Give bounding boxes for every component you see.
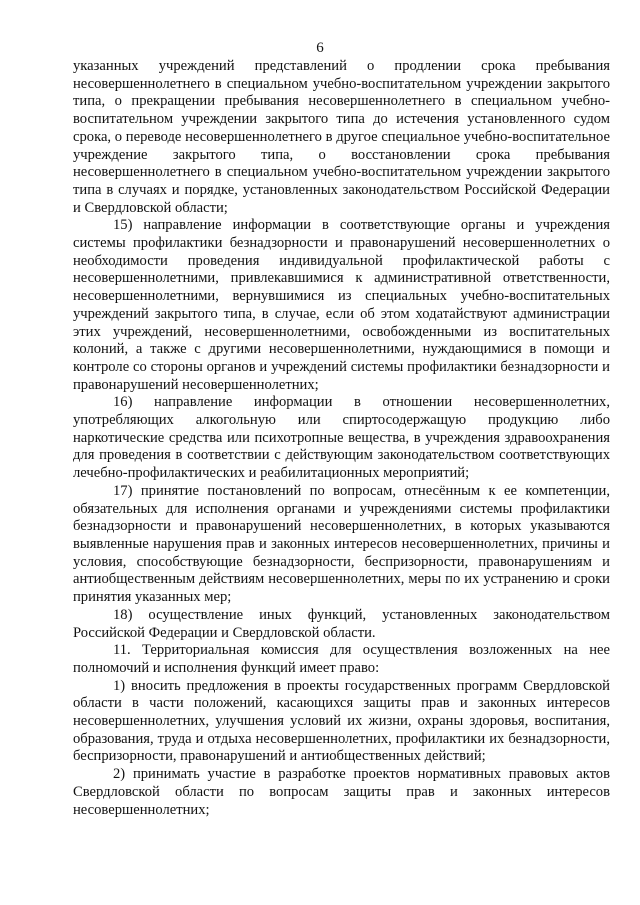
paragraph-right-2: 2) принимать участие в разработке проектов нормативных правовых актов Свердловской области по вопросам защиты прав и законных интересов несовершеннолетних; <box>73 766 610 818</box>
paragraph-item-16: 16) направление информации в отношении несовершеннолетних, употребляющих алкогольную или спиртосодержащую продукцию либо наркотические средства или психотропные вещества, в учреждения здравоохранения для проведения в соответствии с действующим законодательством соответствующих лечебно-профилактических и реабилитационных мероприятий; <box>73 394 610 482</box>
document-body <box>73 58 610 819</box>
paragraph-item-18: 18) осуществление иных функций, установленных законодательством Российской Федерации и Свердловской области. <box>73 606 610 641</box>
page-number: 6 <box>316 40 324 56</box>
paragraph-continuation: указанных учреждений представлений о продлении срока пребывания несовершеннолетнего в специальном учебно-воспитательном учреждении закрытого типа, о прекращении пребывания несовершеннолетнего в специальном учебно-воспитательном учреждении закрытого типа до истечения установленного судом срока, о переводе несовершеннолетнего в другое специальное учебно-воспитательное учреждение закрытого типа, о восстановлении срока пребывания несовершеннолетнего в специальном учебно-воспитательном учреждении закрытого типа в случаях и порядке, установленных законодательством Российской Федерации и Свердловской области; <box>73 58 610 216</box>
paragraph-section-11: 11. Территориальная комиссия для осуществления возложенных на нее полномочий и исполнения функций имеет право: <box>73 642 610 676</box>
paragraph-item-15: 15) направление информации в соответствующие органы и учреждения системы профилактики безнадзорности и правонарушений несовершеннолетних о необходимости проведения индивидуальной профилактической работы с несовершеннолетними, привлекавшимися к административной ответственности, несовершеннолетними, вернувшимися из специальных учебно-воспитательных учреждений закрытого типа, в случае, если об этом ходатайствуют администрации этих учреждений, несовершеннолетними, освобожденными из воспитательных колоний, а также с другими несовершеннолетними, нуждающимися в помощи и контроле со стороны органов и учреждений системы профилактики безнадзорности и правонарушений несовершеннолетних; <box>73 217 610 393</box>
paragraph-right-1: 1) вносить предложения в проекты государственных программ Свердловской области в части положений, касающихся защиты прав и законных интересов несовершеннолетних, улучшения условий их жизни, охраны здоровья, воспитания, образования, труда и отдыха несовершеннолетних, профилактики их безнадзорности, беспризорности, правонарушений и антиобщественных действий; <box>73 677 610 765</box>
paragraph-item-17: 17) принятие постановлений по вопросам, отнесённым к ее компетенции, обязательных для исполнения органами и учреждениями системы профилактики безнадзорности и правонарушений несовершеннолетних, в которых указываются выявленные нарушения прав и законных интересов несовершеннолетних, причины и условия, способствующие безнадзорности, беспризорности, правонарушениям и антиобщественным действиям несовершеннолетних, меры по их устранению и сроки принятия указанных мер; <box>73 482 610 606</box>
